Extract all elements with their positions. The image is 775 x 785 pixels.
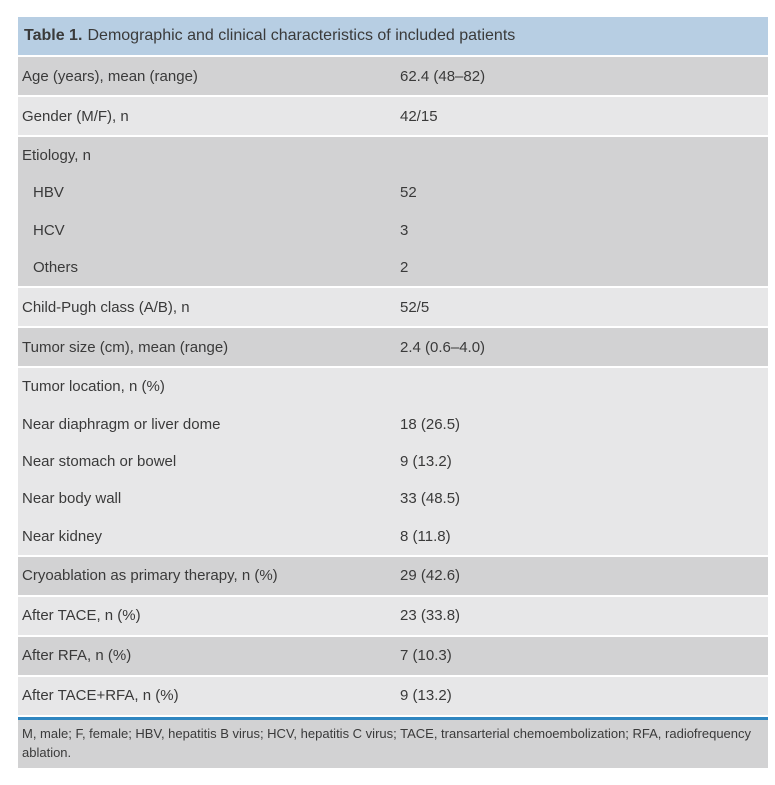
- table-row: [18, 597, 768, 635]
- table-line: [18, 288, 768, 326]
- table-caption: Demographic and clinical characteristics of included patients: [87, 27, 516, 44]
- table-row: [18, 328, 768, 366]
- footnote-text: M, male; F, female; HBV, hepatitis B virus; HCV, hepatitis C virus; TACE, transarterial chemoembolization; RFA, radiofrequency ablation.: [22, 725, 752, 760]
- table-line: [18, 328, 768, 366]
- row-value: 7 (10.3): [400, 647, 452, 665]
- row-value: 9 (13.2): [400, 452, 452, 470]
- table-line: [18, 517, 768, 554]
- row-label: Near diaphragm or liver dome: [22, 415, 221, 433]
- row-label: Etiology, n: [22, 147, 91, 165]
- row-value: 18 (26.5): [400, 415, 461, 433]
- table-footnote: [18, 717, 768, 769]
- table-line: [18, 174, 768, 211]
- row-label: After TACE, n (%): [22, 607, 141, 625]
- table-line: [18, 368, 768, 405]
- row-label: HCV: [33, 221, 65, 239]
- row-label: Tumor location, n (%): [22, 378, 165, 396]
- table-line: [18, 677, 768, 715]
- row-label: After RFA, n (%): [22, 647, 132, 665]
- row-label: Age (years), mean (range): [22, 67, 198, 85]
- table-line: [18, 212, 768, 249]
- row-label: Tumor size (cm), mean (range): [22, 338, 229, 356]
- row-label: After TACE+RFA, n (%): [22, 687, 179, 705]
- demographics-table: [18, 17, 768, 768]
- table-title-bar: [18, 17, 768, 55]
- table-row: [18, 557, 768, 595]
- row-value: 52: [400, 184, 417, 202]
- table-body: [18, 57, 768, 715]
- row-label: Child-Pugh class (A/B), n: [22, 298, 190, 316]
- table-row: [18, 677, 768, 715]
- row-label: HBV: [33, 184, 64, 202]
- row-label: Near stomach or bowel: [22, 452, 177, 470]
- row-value: 52/5: [400, 298, 430, 316]
- table-line: [18, 597, 768, 635]
- row-value: 2: [400, 259, 409, 277]
- table-line: [18, 557, 768, 595]
- row-label: Gender (M/F), n: [22, 107, 129, 125]
- row-label: Near kidney: [22, 527, 103, 545]
- table-line: [18, 637, 768, 675]
- table-line: [18, 97, 768, 135]
- table-row: [18, 288, 768, 326]
- row-label: Cryoablation as primary therapy, n (%): [22, 567, 278, 585]
- row-value: 29 (42.6): [400, 567, 461, 585]
- table-row: [18, 57, 768, 95]
- row-value: 8 (11.8): [400, 527, 451, 545]
- table-number-label: Table 1.: [24, 27, 83, 44]
- row-value: 9 (13.2): [400, 687, 452, 705]
- table-line: [18, 405, 768, 442]
- table-line: [18, 137, 768, 174]
- table-row: [18, 97, 768, 135]
- row-value: 3: [400, 221, 409, 239]
- table-line: [18, 443, 768, 480]
- row-label: Others: [33, 259, 79, 277]
- table-line: [18, 57, 768, 95]
- row-value: 42/15: [400, 107, 438, 125]
- table-line: [18, 480, 768, 517]
- table-line: [18, 249, 768, 286]
- row-value: 33 (48.5): [400, 490, 461, 508]
- row-label: Near body wall: [22, 490, 122, 508]
- table-row: [18, 637, 768, 675]
- row-value: 2.4 (0.6–4.0): [400, 338, 486, 356]
- row-value: 62.4 (48–82): [400, 67, 486, 85]
- table-row: [18, 137, 768, 286]
- row-value: 23 (33.8): [400, 607, 461, 625]
- table-row: [18, 368, 768, 554]
